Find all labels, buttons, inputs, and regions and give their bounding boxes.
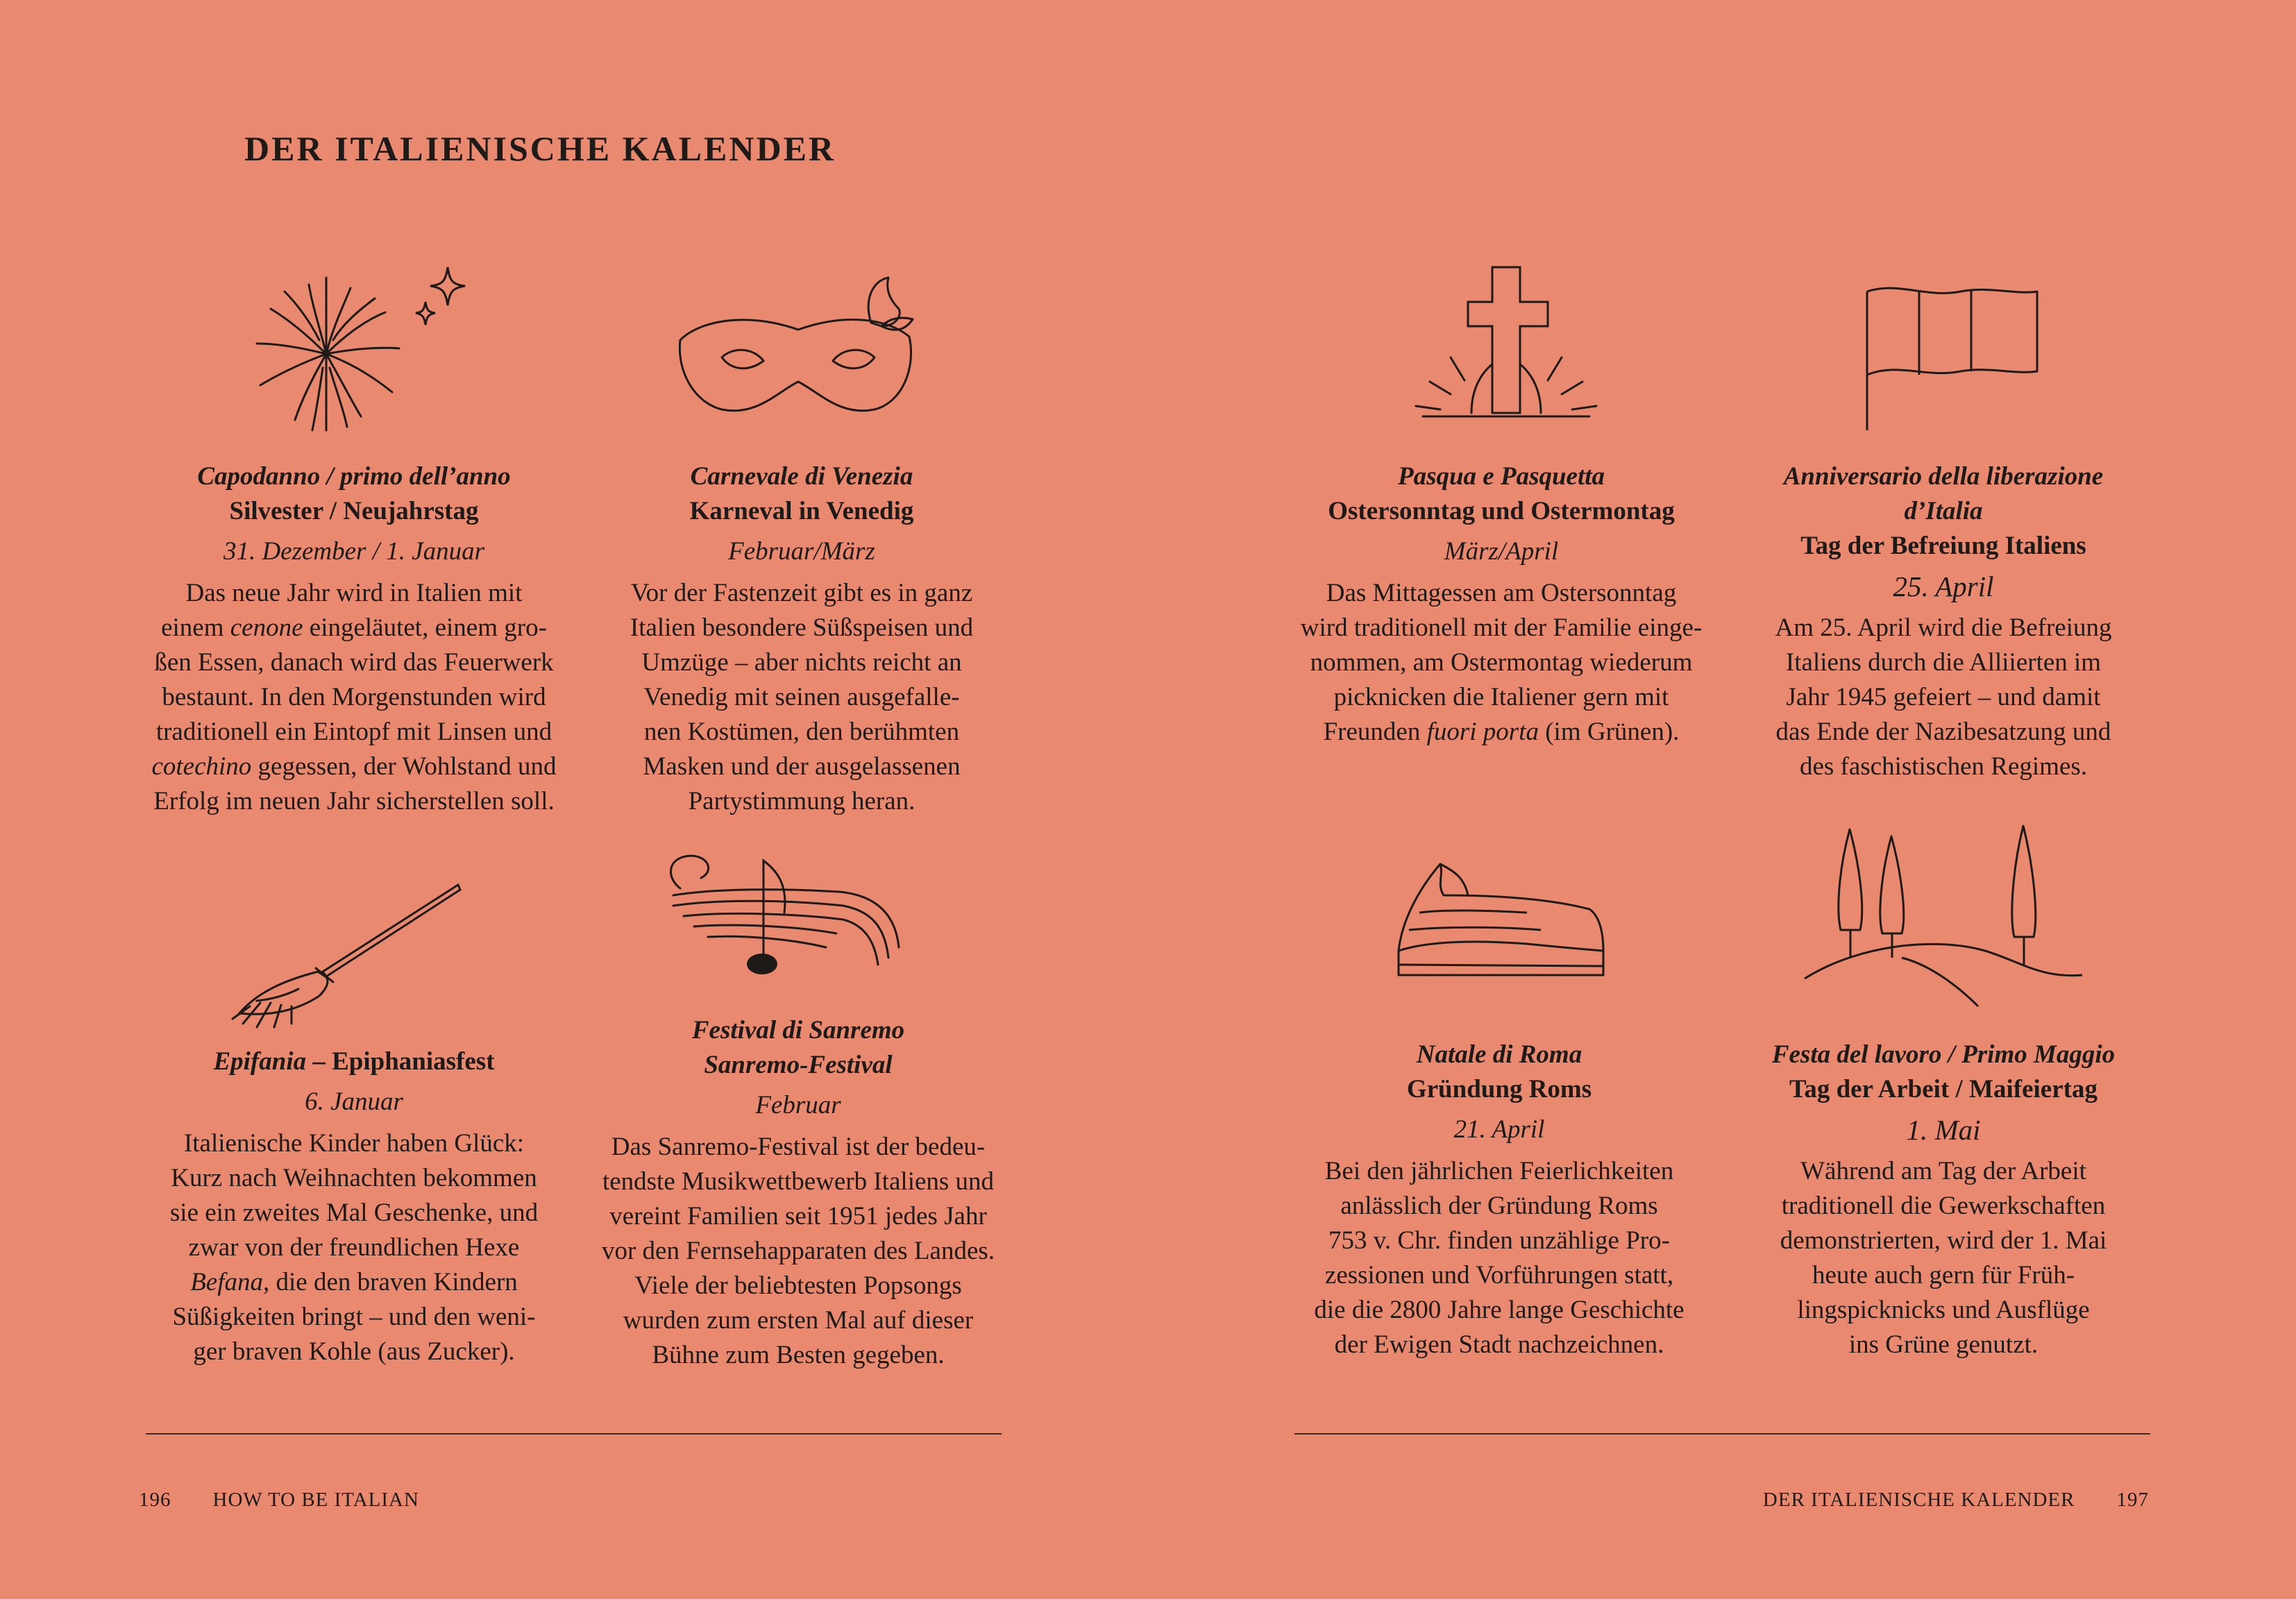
entry-date: 21. April bbox=[1453, 1115, 1545, 1144]
entry-body: Das Sanremo-Festival ist der bedeu- tendste Musikwettbewerb Italiens und vereint Familien seit 1951 jedes Jahr vor den Fernsehapparaten des Landes. Viele der beliebtesten Popsongs wurden zum ersten Mal auf dieser Bühne zum Besten gegeben. bbox=[601, 1133, 995, 1369]
entry-body: Bei den jährlichen Feierlichkeiten anlässlich der Gründung Roms 753 v. Chr. finden unzählige Pro- zessionen und Vorführungen statt, die die 2800 Jahre lange Geschichte der Ewigen Stadt nachzeichnen. bbox=[1314, 1157, 1685, 1359]
entry-de-title: Karneval in Venedig bbox=[689, 497, 914, 525]
entry-date: 1. Mai bbox=[1906, 1114, 1981, 1146]
entry-carnevale bbox=[580, 459, 1024, 819]
flag-icon bbox=[1850, 278, 2058, 437]
entry-date: 31. Dezember / 1. Januar bbox=[223, 537, 485, 566]
footer-rule-right bbox=[1294, 1433, 2150, 1435]
entry-de-title: – Epiphaniasfest bbox=[306, 1047, 495, 1076]
page-number: 197 bbox=[2116, 1489, 2149, 1511]
entry-epifania bbox=[132, 1044, 576, 1369]
entry-de-title: Gründung Roms bbox=[1406, 1075, 1592, 1103]
entry-liberazione bbox=[1721, 459, 2166, 784]
page-number: 196 bbox=[139, 1489, 171, 1511]
footer-rule-left bbox=[146, 1433, 1002, 1435]
entry-date: Februar bbox=[755, 1091, 841, 1119]
broom-icon bbox=[229, 874, 472, 1034]
entry-date: 25. April bbox=[1893, 570, 1994, 602]
entry-de-title: Ostersonntag und Ostermontag bbox=[1328, 497, 1675, 525]
cross-sunrise-icon bbox=[1402, 264, 1610, 423]
footer-right bbox=[1763, 1489, 2149, 1512]
entry-pasqua bbox=[1279, 459, 1723, 750]
entry-de-title: Silvester / Neujahrstag bbox=[229, 497, 479, 525]
entry-it-title-cont: d’Italia bbox=[1904, 497, 1983, 525]
entry-de-title: Sanremo-Festival bbox=[704, 1051, 893, 1079]
entry-body: Während am Tag der Arbeit traditionell die Gewerkschaften demonstrierten, wird der 1. Mai heute auch gern für Früh- lingspicknicks und Ausflüge ins Grüne genutzt. bbox=[1780, 1157, 2107, 1359]
entry-capodanno bbox=[132, 459, 576, 819]
entry-it-title: Festival di Sanremo bbox=[691, 1016, 905, 1044]
colosseum-icon bbox=[1388, 847, 1617, 985]
footer-left bbox=[139, 1489, 419, 1512]
cypress-hill-icon bbox=[1798, 819, 2089, 1013]
running-title: DER ITALIENISCHE KALENDER bbox=[1762, 1489, 2075, 1511]
music-note-icon bbox=[659, 850, 909, 989]
entry-date: Februar/März bbox=[728, 537, 875, 566]
entry-body: Das neue Jahr wird in Italien mit einem cenone eingeläutet, einem gro- ßen Essen, danach wird das Feuerwerk bestaunt. In den Morgenstunden wird traditionell ein Eintopf mit Linsen und cotechino gegessen, der Wohlstand und Erfolg im neuen Jahr sicherstellen soll. bbox=[151, 579, 557, 815]
entry-body: Italienische Kinder haben Glück: Kurz nach Weihnachten bekommen sie ein zweites Mal Geschenke, und zwar von der freundlichen Hexe Befana, die den braven Kindern Süßigkeiten bringt – und den weni- ger braven Kohle (aus Zucker). bbox=[169, 1129, 539, 1366]
entry-body: Das Mittagessen am Ostersonntag wird traditionell mit der Familie einge- nommen, am Ostermontag wiederum picknicken die Italiener gern mit Freunden fuori porta (im Grünen). bbox=[1300, 579, 1703, 746]
running-title: HOW TO BE ITALIAN bbox=[212, 1489, 419, 1511]
entry-it-title: Pasqua e Pasquetta bbox=[1397, 462, 1605, 491]
entry-it-title: Anniversario della liberazione bbox=[1783, 462, 2104, 491]
entry-body: Vor der Fastenzeit gibt es in ganz Italien besondere Süßspeisen und Umzüge – aber nichts reicht an Venedig mit seinen ausgefalle- nen Kostümen, den berühmten Masken und der ausgelassenen Partystimmung heran. bbox=[630, 579, 974, 815]
entry-it-title: Natale di Roma bbox=[1416, 1040, 1582, 1069]
entry-it-title: Capodanno / primo dell’anno bbox=[197, 462, 511, 491]
entry-it-title: Epifania bbox=[213, 1047, 307, 1076]
mask-icon bbox=[673, 271, 923, 430]
entry-date: 6. Januar bbox=[305, 1088, 403, 1116]
entry-it-title: Festa del lavoro / Primo Maggio bbox=[1771, 1040, 2116, 1069]
fireworks-icon bbox=[229, 250, 472, 437]
entry-it-title: Carnevale di Venezia bbox=[690, 462, 913, 491]
entry-de-title: Tag der Befreiung Italiens bbox=[1800, 532, 2086, 560]
entry-festa-lavoro bbox=[1721, 1038, 2166, 1362]
entry-de-title: Tag der Arbeit / Maifeiertag bbox=[1789, 1075, 2097, 1103]
entry-sanremo bbox=[576, 1013, 1020, 1373]
entry-natale-roma bbox=[1277, 1038, 1721, 1362]
entry-body: Am 25. April wird die Befreiung Italiens durch die Alliierten im Jahr 1945 gefeiert – und damit das Ende der Nazibesatzung und des faschistischen Regimes. bbox=[1775, 614, 2112, 781]
page-title: DER ITALIENISCHE KALENDER bbox=[244, 129, 836, 168]
entry-date: März/April bbox=[1444, 537, 1559, 566]
